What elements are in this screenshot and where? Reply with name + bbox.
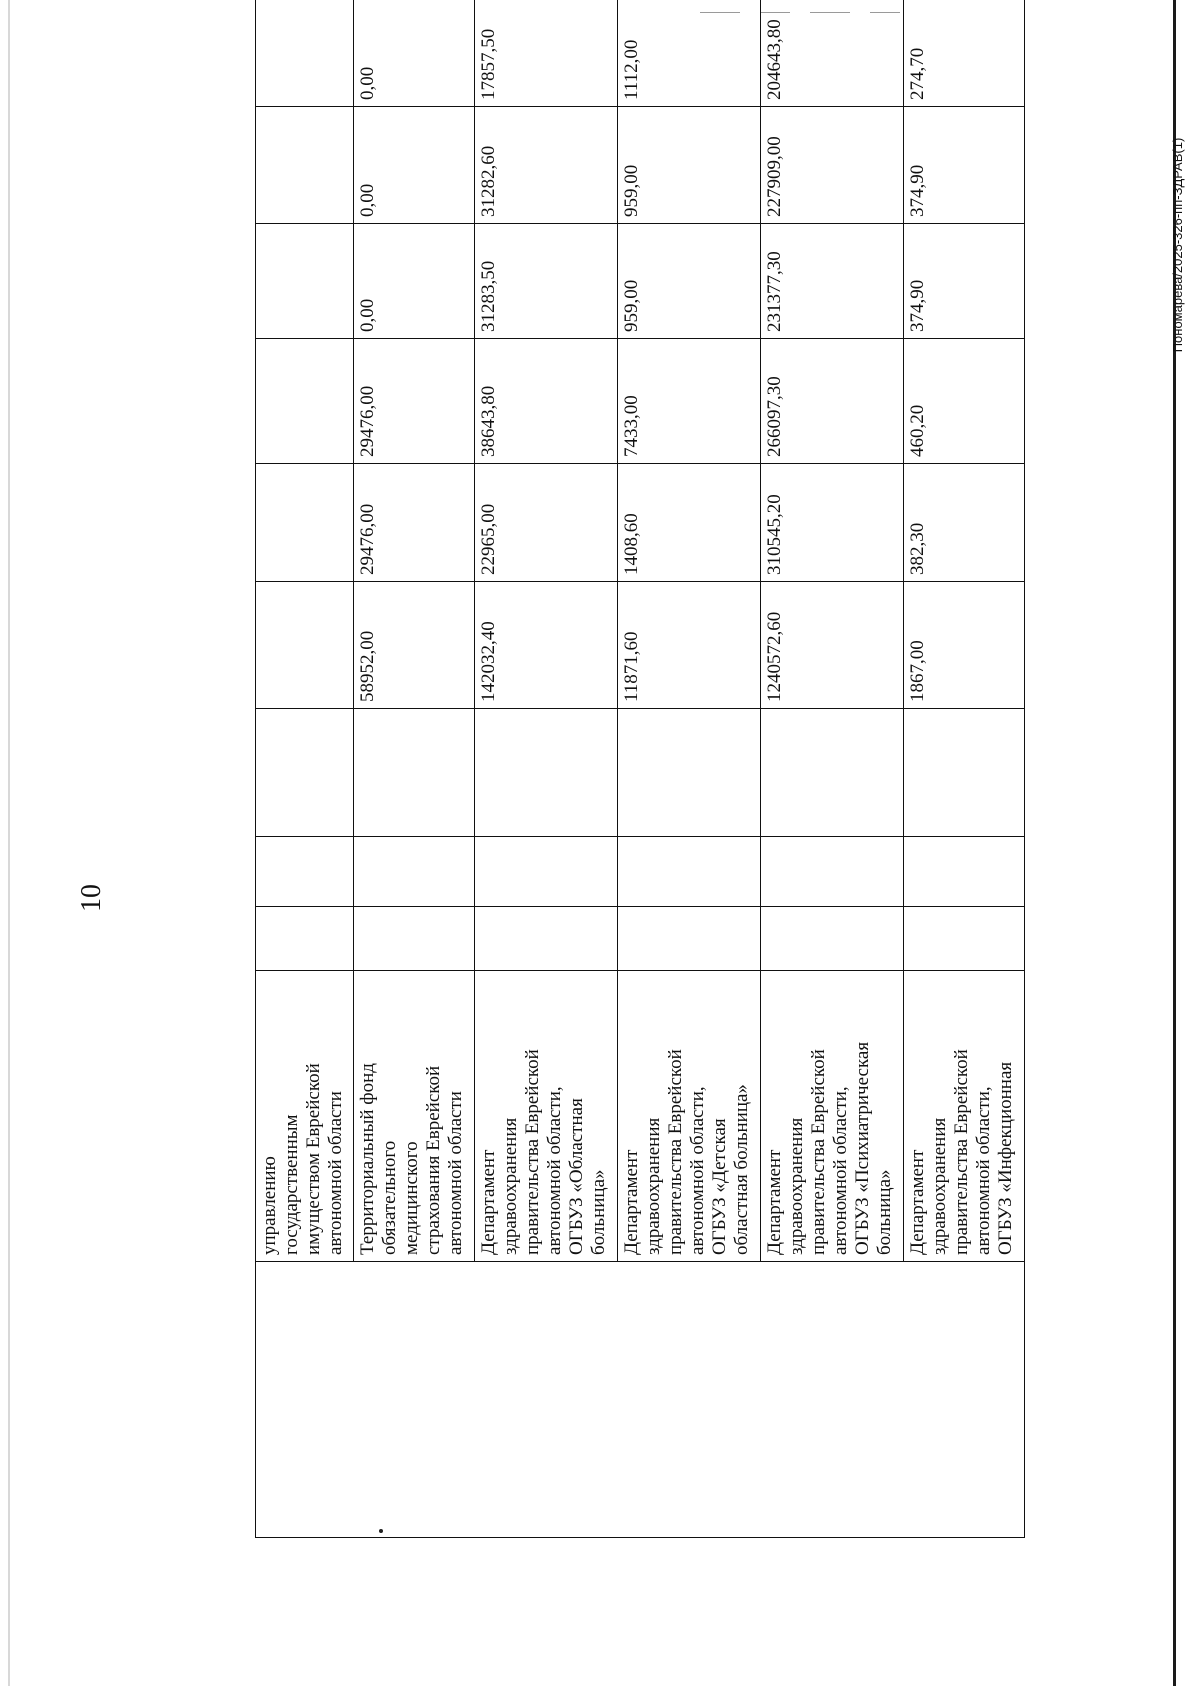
table-cell-org: Департамент здравоохранения правительства Еврейской автономной области, ОГБУЗ «Инфекционная — [904, 971, 1025, 1262]
table-cell-value: 959,00 — [617, 107, 760, 224]
table-cell-value: 231377,30 — [761, 224, 904, 339]
table-cell-value: 1867,00 — [904, 582, 1025, 709]
table-cell — [761, 907, 904, 971]
table-cell-value: 17857,50 — [474, 0, 617, 107]
table-cell-value: 227909,00 — [761, 107, 904, 224]
table-cell — [761, 709, 904, 837]
table-row — [256, 0, 354, 1538]
table-cell-value: 382,30 — [904, 464, 1025, 582]
table-cell-org: Департамент здравоохранения правительства Еврейской автономной области, ОГБУЗ «Областная больница» — [474, 971, 617, 1262]
table-cell — [353, 709, 474, 837]
table-cell-org: Департамент здравоохранения правительства Еврейской автономной области, ОГБУЗ «Детская областная больница» — [617, 971, 760, 1262]
budget-table — [255, 0, 1025, 1538]
table-cell-value: 7433,00 — [617, 339, 760, 464]
table-cell — [256, 837, 354, 907]
table-cell — [474, 709, 617, 837]
table-cell-value: 310545,20 — [761, 464, 904, 582]
table-cell-value — [256, 0, 354, 107]
budget-table-rotated — [255, 19, 1025, 1538]
table-cell — [617, 837, 760, 907]
table-cell-value: 0,00 — [353, 224, 474, 339]
table-cell-value — [256, 339, 354, 464]
table-cell-value: 142032,40 — [474, 582, 617, 709]
table-cell-value: 38643,80 — [474, 339, 617, 464]
table-cell — [474, 907, 617, 971]
table-cell-value: 204643,80 — [761, 0, 904, 107]
scan-left-edge — [8, 0, 10, 1686]
table-cell-value — [256, 224, 354, 339]
table-cell-value: 1408,60 — [617, 464, 760, 582]
table-cell — [353, 907, 474, 971]
table-cell-value: 1112,00 — [617, 0, 760, 107]
table-cell-value — [256, 107, 354, 224]
table-cell-value — [256, 582, 354, 709]
table-cell-org: Департамент здравоохранения правительства Еврейской автономной области, ОГБУЗ «Психиатрическая больница» — [761, 971, 904, 1262]
table-cell — [474, 837, 617, 907]
table-cell-value: 266097,30 — [761, 339, 904, 464]
table-cell-value: 29476,00 — [353, 339, 474, 464]
table-cell-value — [256, 464, 354, 582]
table-cell-value: 0,00 — [353, 107, 474, 224]
table-cell-org: Территориальный фонд обязательного медицинского страхования Еврейской автономной области — [353, 971, 474, 1262]
table-cell-org: управлению государственным имуществом Еврейской автономной области — [256, 971, 354, 1262]
table-cell — [761, 837, 904, 907]
table-cell-value: 374,90 — [904, 224, 1025, 339]
table-cell-value: 0,00 — [353, 0, 474, 107]
table-cell-value: 274,70 — [904, 0, 1025, 107]
table-cell-value: 29476,00 — [353, 464, 474, 582]
table-cell-merged — [256, 1262, 1025, 1538]
table-cell-value: 58952,00 — [353, 582, 474, 709]
page-number: 10 — [76, 884, 107, 912]
table-cell-value: 460,20 — [904, 339, 1025, 464]
table-cell — [353, 837, 474, 907]
table-cell — [904, 709, 1025, 837]
table-cell-value: 22965,00 — [474, 464, 617, 582]
table-cell — [617, 907, 760, 971]
table-cell — [904, 907, 1025, 971]
document-code: Пономарева/2025-326-пп-ЗДРАВ(1) — [1170, 137, 1185, 353]
table-cell — [256, 709, 354, 837]
table-cell — [904, 837, 1025, 907]
table-cell-value: 374,90 — [904, 107, 1025, 224]
table-cell — [617, 709, 760, 837]
table-cell-value: 31283,50 — [474, 224, 617, 339]
table-cell-value: 11871,60 — [617, 582, 760, 709]
table-cell-value: 31282,60 — [474, 107, 617, 224]
table-cell-value: 1240572,60 — [761, 582, 904, 709]
table-cell-value: 959,00 — [617, 224, 760, 339]
table-cell — [256, 907, 354, 971]
